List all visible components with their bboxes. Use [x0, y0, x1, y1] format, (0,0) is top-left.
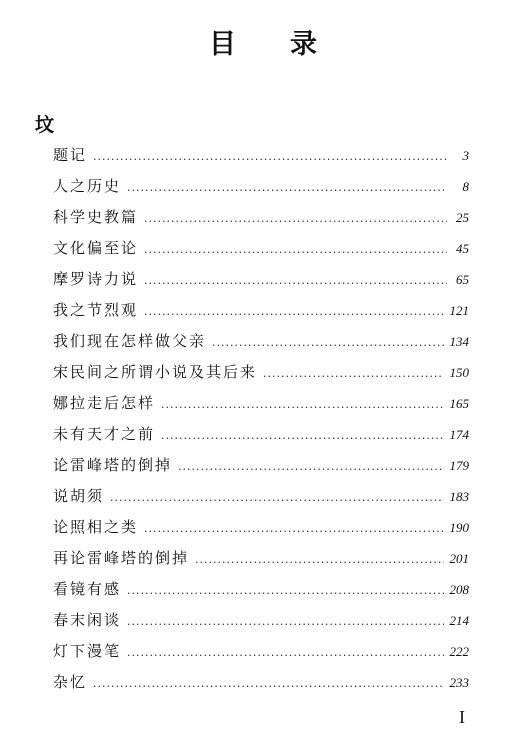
toc-entry [53, 171, 469, 202]
section-heading: 坟 [35, 114, 55, 136]
toc-entry [53, 233, 469, 264]
toc-entry-title: 宋民间之所谓小说及其后来 [53, 363, 258, 381]
toc-entry-title: 说胡须 [53, 487, 105, 505]
toc-entry-page: 179 [449, 458, 469, 473]
toc-entry-page: 134 [449, 334, 469, 349]
toc-leader-dots [93, 668, 443, 699]
toc-leader-dots [161, 420, 443, 451]
toc-entry-title: 科学史教篇 [53, 208, 139, 226]
toc-entry-page: 208 [449, 582, 469, 597]
toc-leader-dots [144, 265, 447, 296]
toc-entry-title: 论照相之类 [53, 518, 139, 536]
toc-entry [53, 636, 469, 667]
toc-entry [53, 202, 469, 233]
toc-leader-dots [127, 575, 443, 606]
table-of-contents [53, 140, 469, 698]
toc-entry-title: 未有天才之前 [53, 425, 156, 443]
toc-entry [53, 574, 469, 605]
toc-entry [53, 295, 469, 326]
toc-leader-dots [144, 234, 447, 265]
toc-leader-dots [127, 172, 447, 203]
toc-entry-page: 45 [456, 241, 469, 256]
toc-entry-page: 183 [449, 489, 469, 504]
toc-entry [53, 357, 469, 388]
toc-entry [53, 543, 469, 574]
page-title-part2: 录 [290, 29, 319, 60]
toc-entry-page: 150 [449, 365, 469, 380]
toc-entry-page: 233 [449, 675, 469, 690]
toc-entry [53, 512, 469, 543]
toc-entry-title: 文化偏至论 [53, 239, 139, 257]
toc-entry-title: 杂忆 [53, 673, 88, 691]
toc-entry-page: 25 [456, 210, 469, 225]
toc-leader-dots [212, 327, 443, 358]
toc-leader-dots [127, 606, 443, 637]
toc-entry-page: 201 [449, 551, 469, 566]
toc-entry-page: 165 [449, 396, 469, 411]
toc-entry [53, 450, 469, 481]
toc-entry-page: 8 [462, 179, 469, 194]
toc-leader-dots [127, 637, 443, 668]
toc-entry-page: 222 [449, 644, 469, 659]
toc-leader-dots [144, 296, 443, 327]
toc-entry [53, 605, 469, 636]
toc-leader-dots [263, 358, 443, 389]
toc-entry-title: 再论雷峰塔的倒掉 [53, 549, 190, 567]
toc-entry-page: 121 [449, 303, 469, 318]
toc-entry [53, 140, 469, 171]
toc-entry-title: 论雷峰塔的倒掉 [53, 456, 173, 474]
toc-entry-page: 214 [449, 613, 469, 628]
toc-entry [53, 264, 469, 295]
toc-leader-dots [144, 513, 443, 544]
toc-entry-page: 65 [456, 272, 469, 287]
toc-entry-title: 看镜有感 [53, 580, 122, 598]
toc-entry [53, 481, 469, 512]
toc-leader-dots [161, 389, 443, 420]
toc-entry [53, 667, 469, 698]
toc-entry-title: 我们现在怎样做父亲 [53, 332, 207, 350]
toc-entry-title: 娜拉走后怎样 [53, 394, 156, 412]
toc-entry-title: 摩罗诗力说 [53, 270, 139, 288]
toc-entry [53, 326, 469, 357]
toc-entry-page: 174 [449, 427, 469, 442]
toc-leader-dots [178, 451, 443, 482]
toc-entry-page: 190 [449, 520, 469, 535]
toc-leader-dots [195, 544, 443, 575]
toc-entry-title: 灯下漫笔 [53, 642, 122, 660]
toc-entry [53, 419, 469, 450]
page-number: I [459, 707, 465, 727]
toc-entry-title: 题记 [53, 146, 88, 164]
page-title [0, 22, 528, 61]
page-title-part1: 目 [209, 29, 238, 60]
toc-leader-dots [93, 141, 447, 172]
toc-entry [53, 388, 469, 419]
toc-entry-title: 春末闲谈 [53, 611, 122, 629]
toc-leader-dots [144, 203, 447, 234]
toc-entry-title: 人之历史 [53, 177, 122, 195]
toc-entry-page: 3 [462, 148, 469, 163]
toc-entry-title: 我之节烈观 [53, 301, 139, 319]
toc-leader-dots [110, 482, 443, 513]
